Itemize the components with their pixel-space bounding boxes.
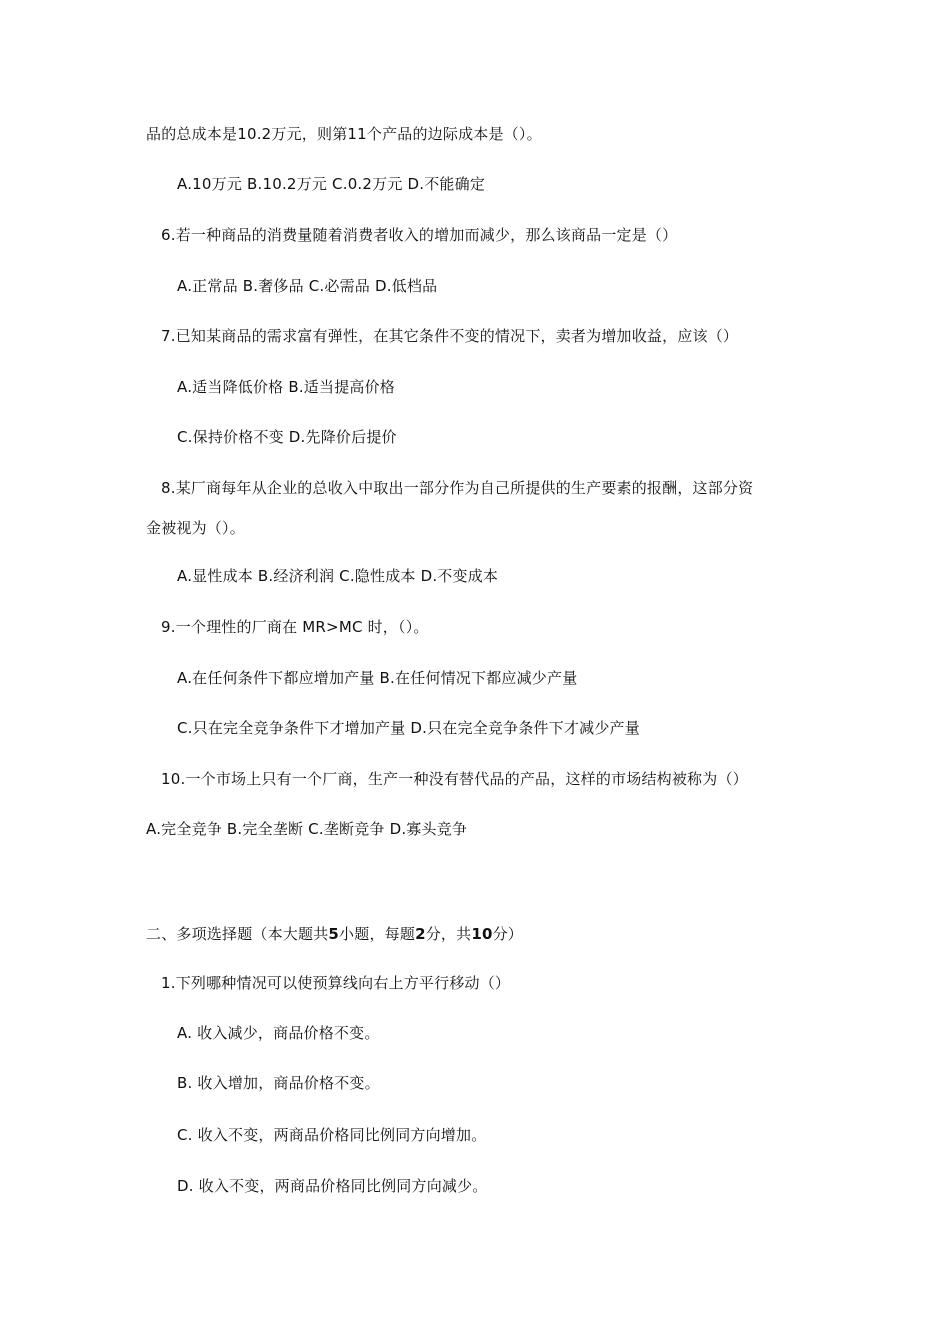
question-10-stem: 10.一个市场上只有一个厂商，生产一种没有替代品的产品，这样的市场结构被称为（） — [161, 770, 748, 788]
question-6-options: A.正常品 B.奢侈品 C.必需品 D.低档品 — [177, 277, 438, 295]
question-10-options: A.完全竞争 B.完全垄断 C.垄断竞争 D.寡头竞争 — [146, 820, 468, 838]
section-2-heading-prefix: 二、多项选择题（本大题共 — [146, 925, 329, 943]
question-7-options-ab: A.适当降低价格 B.适当提高价格 — [177, 378, 395, 396]
question-8-stem: 8.某厂商每年从企业的总收入中取出一部分作为自己所提供的生产要素的报酬，这部分资 — [161, 479, 754, 497]
question-8-options: A.显性成本 B.经济利润 C.隐性成本 D.不变成本 — [177, 567, 499, 585]
mc-question-1-stem: 1.下列哪种情况可以使预算线向右上方平行移动（） — [161, 974, 511, 992]
question-7-stem: 7.已知某商品的需求富有弹性，在其它条件不变的情况下，卖者为增加收益，应该（） — [161, 327, 739, 345]
section-2-heading-mid1: 小题，每题 — [339, 925, 416, 943]
question-9-stem: 9.一个理性的厂商在 MR>MC 时，（）。 — [161, 618, 429, 636]
section-2-heading — [146, 924, 523, 944]
question-5-continuation: 品的总成本是10.2万元，则第11个产品的边际成本是（）。 — [146, 125, 542, 143]
section-2-points-total: 10 — [471, 925, 493, 943]
mc-question-1-option-c: C. 收入不变，两商品价格同比例同方向增加。 — [177, 1126, 487, 1144]
section-2-points-each: 2 — [415, 925, 426, 943]
question-9-options-cd: C.只在完全竞争条件下才增加产量 D.只在完全竞争条件下才减少产量 — [177, 719, 640, 737]
section-2-question-count: 5 — [328, 925, 340, 943]
section-2-heading-mid2: 分，共 — [425, 925, 472, 943]
mc-question-1-option-a: A. 收入减少，商品价格不变。 — [177, 1024, 380, 1042]
question-8-stem-continuation: 金被视为（）。 — [146, 519, 245, 537]
question-6-stem: 6.若一种商品的消费量随着消费者收入的增加而减少，那么该商品一定是（） — [161, 226, 678, 244]
question-9-options-ab: A.在任何条件下都应增加产量 B.在任何情况下都应减少产量 — [177, 669, 578, 687]
section-2-heading-suffix: 分） — [492, 925, 523, 943]
mc-question-1-option-d: D. 收入不变，两商品价格同比例同方向减少。 — [177, 1177, 488, 1195]
mc-question-1-option-b: B. 收入增加，商品价格不变。 — [177, 1074, 380, 1092]
question-7-options-cd: C.保持价格不变 D.先降价后提价 — [177, 428, 397, 446]
question-5-options: A.10万元 B.10.2万元 C.0.2万元 D.不能确定 — [177, 175, 486, 193]
